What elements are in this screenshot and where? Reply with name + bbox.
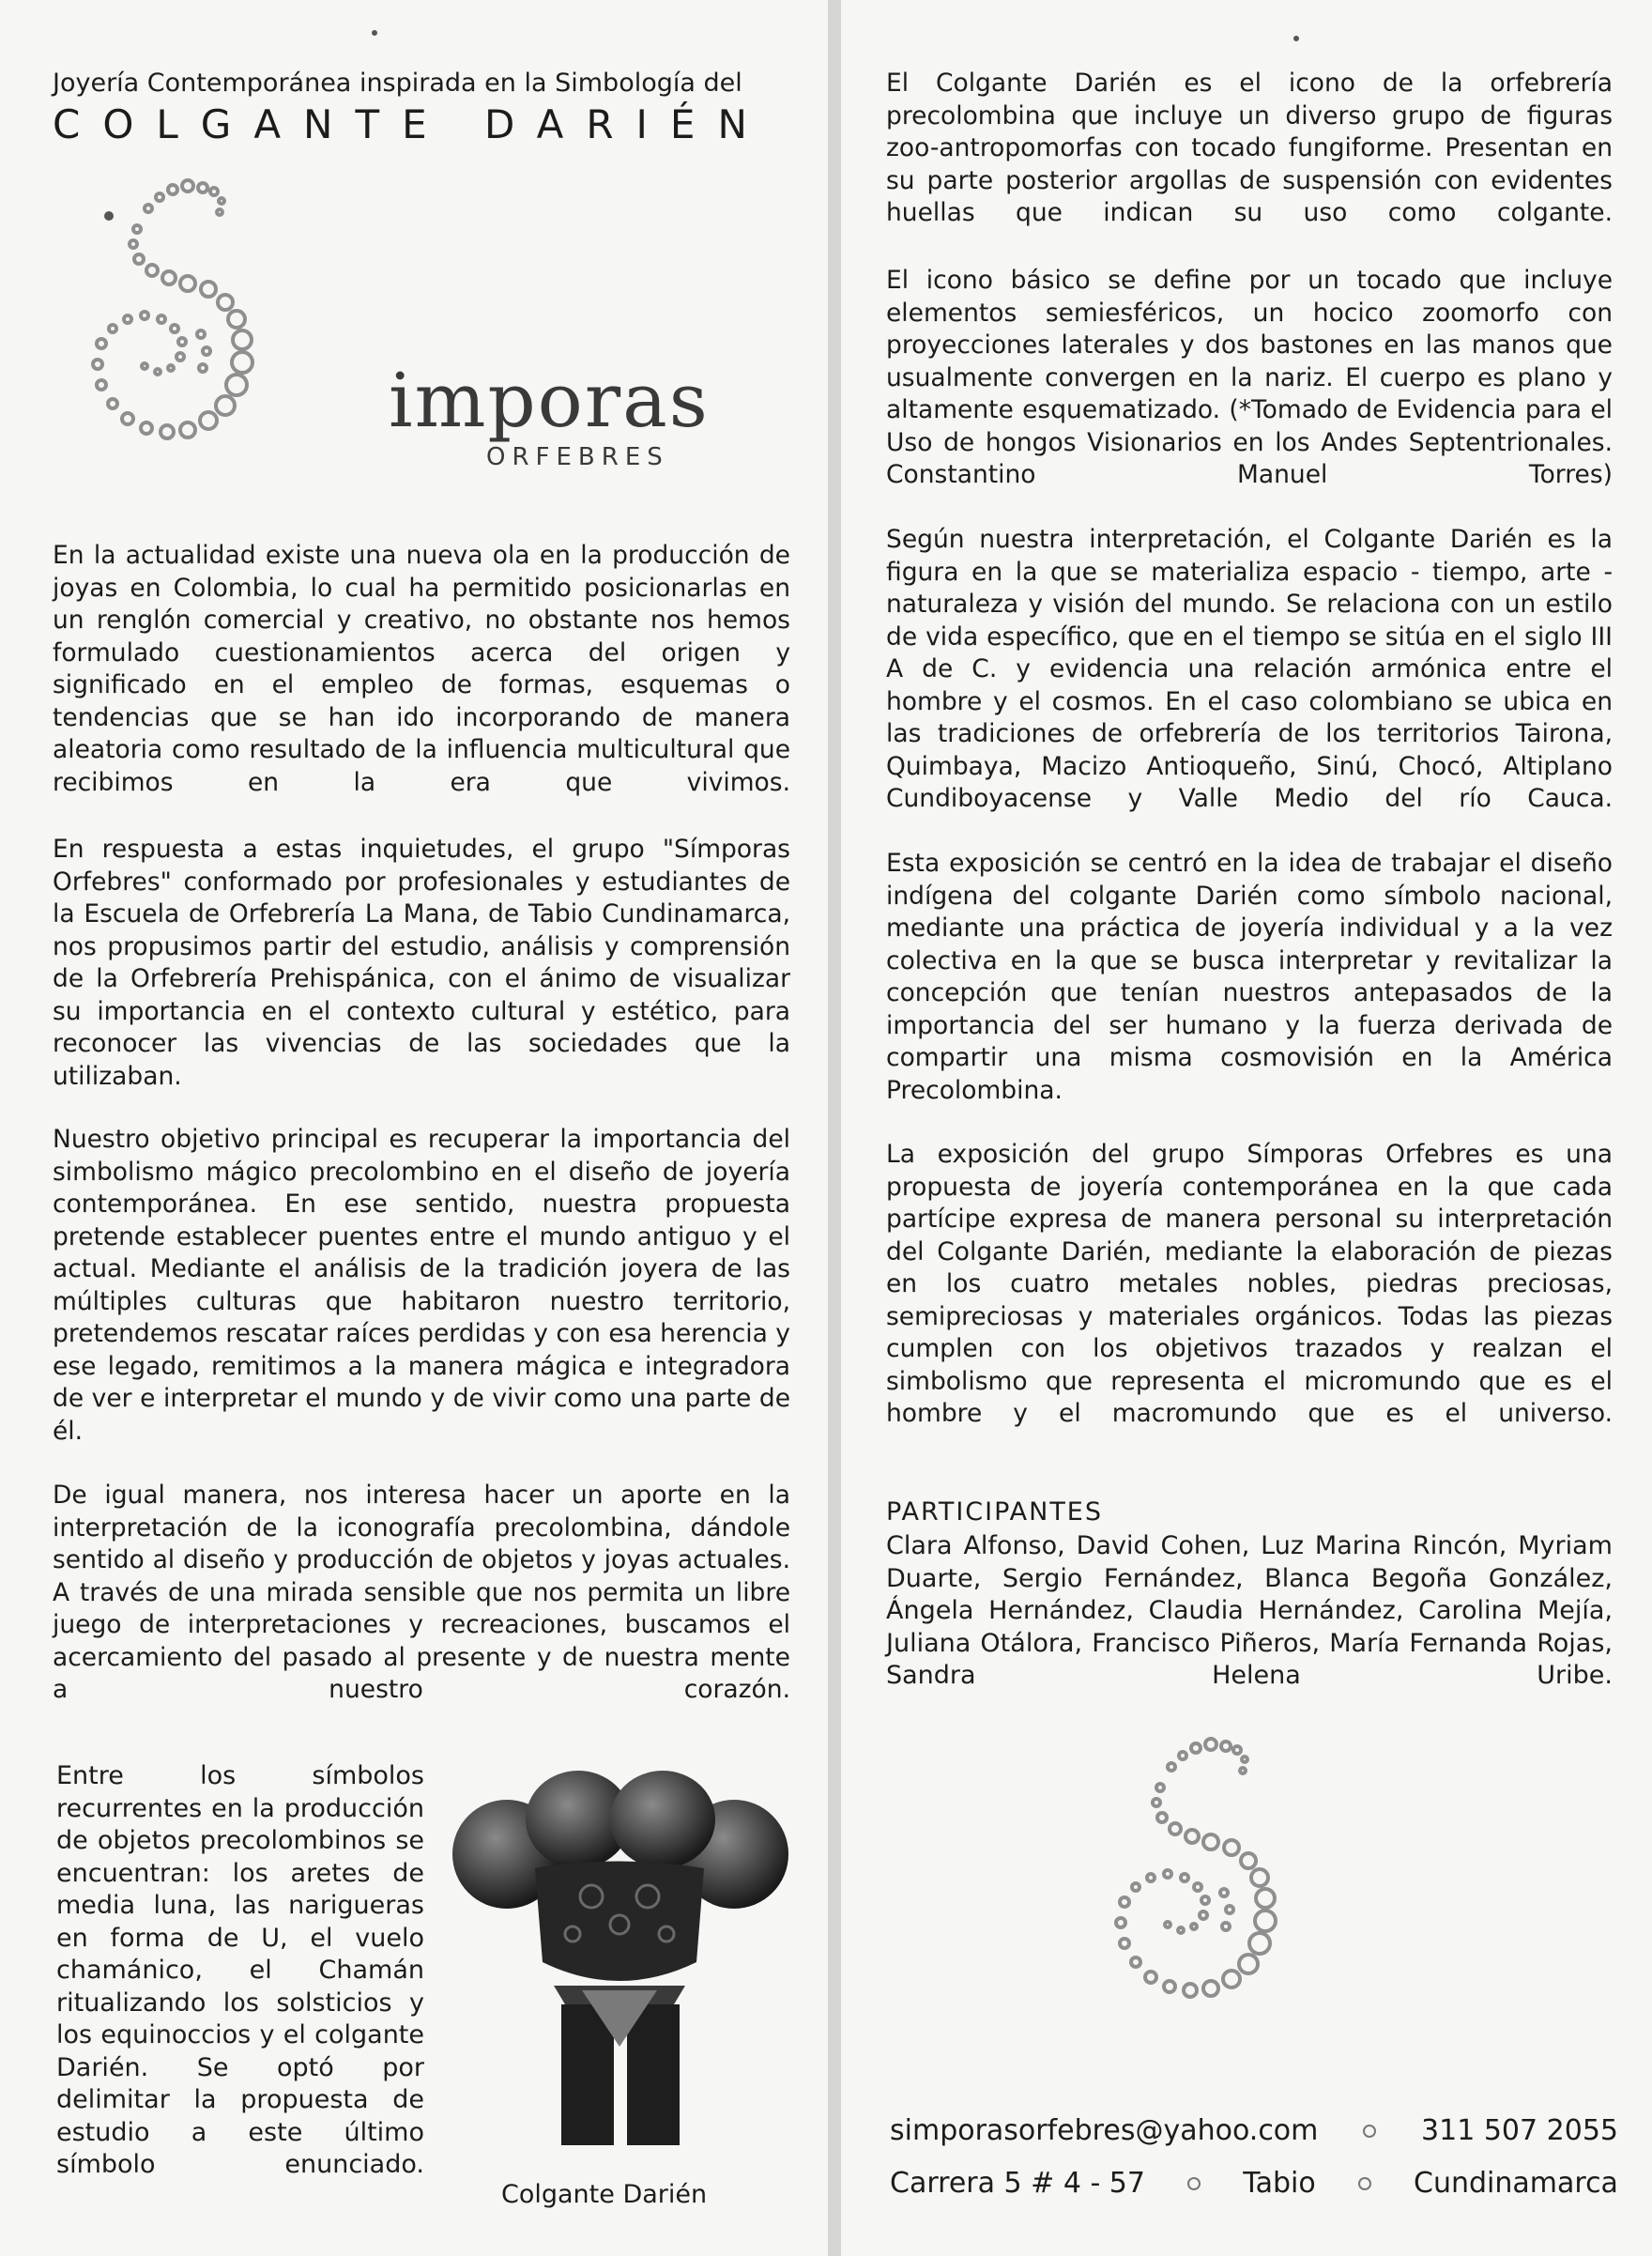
contact-line-2 — [890, 2167, 1618, 2200]
group-paragraph: La exposición del grupo Símporas Orfebres es una propuesta de joyería contemporánea en la que cada partícipe expresa de manera personal su interpretación del Colgante Darién, mediante la elaboración de piezas en los cuatro metales nobles, piedras preciosas, semipreciosas y materiales orgánicos. Todas las piezas cumplen con los objetivos trazados y realzan el simbolismo que representa el micromundo que es el hombre y el macromundo que es el universo. — [886, 1140, 1613, 1428]
simporas-logo — [90, 169, 710, 526]
pre-title: Joyería Contemporánea inspirada en la Simbología del — [53, 69, 742, 98]
response-paragraph: En respuesta a estas inquietudes, el grupo "Símporas Orfebres" conformado por profesionales y estudiantes de la Escuela de Orfebrería La Mana, de Tabio Cundinamarca, nos propusimos partir del estudio, análisis y comprensión de la Orfebrería Prehispánica, con el ánimo de visualizar su importancia en el contexto cultural y estético, para reconocer las vivencias de las sociedades que la utilizaban. — [53, 835, 790, 1091]
contribution-paragraph: De igual manera, nos interesa hacer un aporte en la interpretación de la iconografía precolombina, dándole sentido al diseño y producción de objetos y joyas actuales. A través de una mirada sensible que nos permita un libre juego de interpretaciones y recreaciones, buscamos el acercamiento del pasado al presente y de nuestra mente a nuestro corazón. — [53, 1481, 790, 1704]
town: Tabio — [1243, 2167, 1316, 2200]
right-page — [841, 0, 1652, 2256]
description-paragraph: El Colgante Darién es el icono de la orfebrería precolombina que incluye un diverso grupo de figuras zoo-antropomorfas con tocado fungiforme. Presentan en su parte posterior argollas de suspensión con evidentes huellas que indican su uso como colgante. — [886, 69, 1613, 227]
region: Cundinamarca — [1414, 2167, 1618, 2200]
contact-line-1 — [890, 2114, 1618, 2147]
symbols-paragraph: Entre los símbolos recurrentes en la producción de objetos precolombinos se encuentran: los aretes de media luna, las narigueras en forma de U, el vuelo chamánico, el Chamán ritualizando los solsticios y los equinoccios y el colgante Darién. Se optó por delimitar la propuesta de estudio a este último símbolo enunciado. — [56, 1761, 424, 2179]
icon-paragraph: El icono básico se define por un tocado que incluye elementos semiesféricos, un hocico zoomorfo con proyecciones laterales y dos bastones en las manos que usualmente convergen en la nariz. El cuerpo es plano y altamente esquematizado. (*Tomado de Evidencia para el Uso de hongos Visionarios en los Andes Septentrionales. Constantino Manuel Torres) — [886, 266, 1613, 489]
scan-mark — [372, 30, 377, 36]
interpretation-paragraph: Según nuestra interpretación, el Colgante Darién es la figura en la que se materializa espacio - tiempo, arte - naturaleza y visión del mundo. Se relaciona con un estilo de vida específico, que en el tiempo se sitúa en el siglo III A de C. y evidencia una relación armónica entre el hombre y el cosmos. En el caso colombiano se ubica en las tradiciones de orfebrería de los territorios Tairona, Quimbaya, Macizo Antioqueño, Sinú, Chocó, Altiplano Cundiboyacense y Valle Medio del río Cauca. — [886, 525, 1613, 813]
spiral-s-logo-icon — [90, 169, 400, 526]
scan-mark — [1293, 36, 1299, 41]
intro-paragraph: En la actualidad existe una nueva ola en la producción de joyas en Colombia, lo cual ha permitido posicionarlas en un renglón comercial y creativo, no obstante nos hemos formulado cuestionamientos acerca del origen y significado en el empleo de formas, esquemas o tendencias que se han ido incorporando de manera aleatoria como resultado de la influencia multicultural que recibimos en la era que vivimos. — [53, 541, 790, 797]
separator-dot-icon — [1187, 2177, 1201, 2190]
page-fold — [828, 0, 841, 2256]
participants-heading: PARTICIPANTES — [886, 1497, 1104, 1527]
colgante-darien-image — [441, 1765, 798, 2159]
separator-dot-icon — [1363, 2125, 1376, 2138]
phone-number: 311 507 2055 — [1421, 2114, 1618, 2147]
brand-subtitle: ORFEBRES — [486, 443, 669, 471]
brand-name: imporas — [389, 357, 710, 444]
colgante-darien-figure — [441, 1765, 798, 2159]
separator-dot-icon — [1358, 2177, 1371, 2190]
figure-caption: Colgante Darién — [501, 2180, 708, 2209]
objective-paragraph: Nuestro objetivo principal es recuperar la importancia del simbolismo mágico precolombino en el diseño de joyería contemporánea. En ese sentido, nuestra propuesta pretende establecer puentes entre el mundo antiguo y el actual. Mediante el análisis de la tradición joyera de las múltiples culturas que habitaron nuestro territorio, pretendemos rescatar raíces perdidas y con esa herencia y ese legado, remitimos a la manera mágica e integradora de ver e interpretar el mundo y de vivir como una parte de él. — [53, 1125, 790, 1446]
participants-list: Clara Alfonso, David Cohen, Luz Marina Rincón, Myriam Duarte, Sergio Fernández, Blanca Begoña González, Ángela Hernández, Claudia Hernández, Carolina Mejía, Juliana Otálora, Francisco Piñeros, María Fernanda Rojas, Sandra Helena Uribe. — [886, 1531, 1613, 1690]
email-link[interactable]: simporasorfebres@yahoo.com — [890, 2114, 1319, 2147]
spiral-s-logo-icon — [1113, 1727, 1357, 2084]
exhibition-paragraph: Esta exposición se centró en la idea de trabajar el diseño indígena del colgante Darién como símbolo nacional, mediante una práctica de joyería individual y a la vez colectiva en la que se busca interpretar y revitalizar la concepción que tenían nuestros antepasados de la importancia del ser humano y la fuerza derivada de compartir una misma cosmovisión en la América Precolombina. — [886, 849, 1613, 1105]
address: Carrera 5 # 4 - 57 — [890, 2167, 1145, 2200]
main-title: COLGANTE DARIÉN — [53, 101, 770, 147]
